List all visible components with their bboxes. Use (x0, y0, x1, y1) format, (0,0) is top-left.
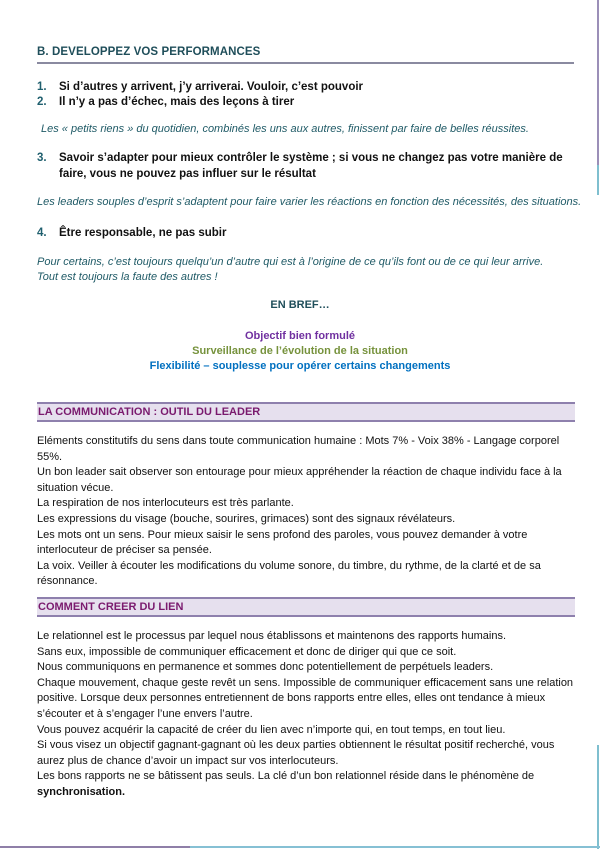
list-text: Si d’autres y arrivent, j’y arriverai. Vouloir, c’est pouvoir (59, 81, 364, 93)
list-number: 3. (37, 152, 47, 164)
page-edge-right (597, 0, 599, 165)
page-edge-right-accent (597, 165, 599, 195)
paragraph: Chaque mouvement, chaque geste revêt un sens. Impossible de communiquer efficacement sans une relation positive. Lorsque deux personnes entretiennent de bons rapports entre elles, elles ont tendance à mieux s’écouter et à s’engager l’une envers l’autre. (37, 676, 574, 720)
paragraph: Vous pouvez acquérir la capacité de créer du lien avec n’importe qui, en tout temps, en tout lieu. (37, 723, 506, 736)
list-item-4 (37, 225, 226, 241)
page-edge-bottom-right (190, 846, 600, 848)
quote-pour-certains: Pour certains, c’est toujours quelqu’un d’autre qui est à l’origine de ce qu’ils font ou de ce qui leur arrive. (37, 256, 544, 268)
paragraph: Eléments constitutifs du sens dans toute communication humaine : Mots 7% - Voix 38% - Langage corporel 55%. (37, 435, 560, 463)
paragraph: Nous communiquons en permanence et sommes donc potentiellement de perpétuels leaders. (37, 661, 494, 674)
quote-leaders-souples: Les leaders souples d’esprit s’adaptent pour faire varier les réactions en fonction des nécessités, des situations. (37, 196, 582, 208)
section-heading-communication: LA COMMUNICATION : OUTIL DU LEADER (37, 402, 575, 422)
keyword-synchronisation: synchronisation. (37, 785, 126, 798)
quote-petits-riens: Les « petits riens » du quotidien, combinés les uns aux autres, finissent par faire de belles réussites. (41, 123, 529, 135)
list-number: 1. (37, 81, 47, 93)
paragraph: Les expressions du visage (bouche, sourires, grimaces) sont des signaux révélateurs. (37, 512, 456, 525)
page-edge-right-bottom (597, 745, 599, 849)
paragraph (37, 769, 577, 800)
section-heading-performances: B. DEVELOPPEZ VOS PERFORMANCES (37, 46, 574, 64)
list-text: Il n’y a pas d’échec, mais des leçons à tirer (59, 96, 295, 108)
paragraph-text: Les bons rapports ne se bâtissent pas seuls. La clé d’un bon relationnel réside dans le phénomène de (37, 770, 535, 783)
list-number: 2. (37, 96, 47, 108)
list-number: 4. (37, 227, 47, 239)
paragraph: La voix. Veiller à écouter les modifications du volume sonore, du timbre, du rythme, de la clarté et de sa résonnance. (37, 559, 541, 588)
en-bref-title: EN BREF… (270, 299, 330, 311)
list-text: Être responsable, ne pas subir (59, 227, 227, 239)
list-item-2 (37, 94, 294, 110)
paragraph: Les mots ont un sens. Pour mieux saisir le sens profond des paroles, vous pouvez demander à votre interlocuteur de préciser sa pensée. (37, 528, 528, 557)
section-heading-lien: COMMENT CREER DU LIEN (37, 597, 575, 617)
paragraph: La respiration de nos interlocuteurs est très parlante. (37, 497, 294, 510)
en-bref-line-objectif: Objectif bien formulé (244, 330, 355, 342)
en-bref-line-surveillance: Surveillance de l’évolution de la situation (192, 345, 408, 357)
list-item-1 (37, 79, 363, 95)
en-bref-line-flexibilite: Flexibilité – souplesse pour opérer certains changements (149, 360, 451, 372)
paragraph: Sans eux, impossible de communiquer efficacement et donc de diriger qui que ce soit. (37, 645, 457, 658)
paragraph: Si vous visez un objectif gagnant-gagnant où les deux parties obtiennent le résultat positif recherché, vous aurez plus de chance d’avoir un impact sur vos interlocuteurs. (37, 739, 555, 767)
paragraph: Un bon leader sait observer son entourage pour mieux appréhender la réaction de chaque individu face à la situation vécue. (37, 466, 562, 494)
list-item-3 (37, 150, 574, 182)
quote-faute-des-autres: Tout est toujours la faute des autres ! (37, 271, 218, 283)
list-text: Savoir s’adapter pour mieux contrôler le système ; si vous ne changez pas votre manière de faire, vous ne pouvez pas influer sur le résultat (59, 152, 563, 180)
paragraph: Le relationnel est le processus par lequel nous établissons et maintenons des rapports humains. (37, 630, 506, 642)
lien-body (37, 629, 577, 801)
page-edge-bottom-left (0, 846, 190, 848)
communication-body (37, 434, 577, 590)
